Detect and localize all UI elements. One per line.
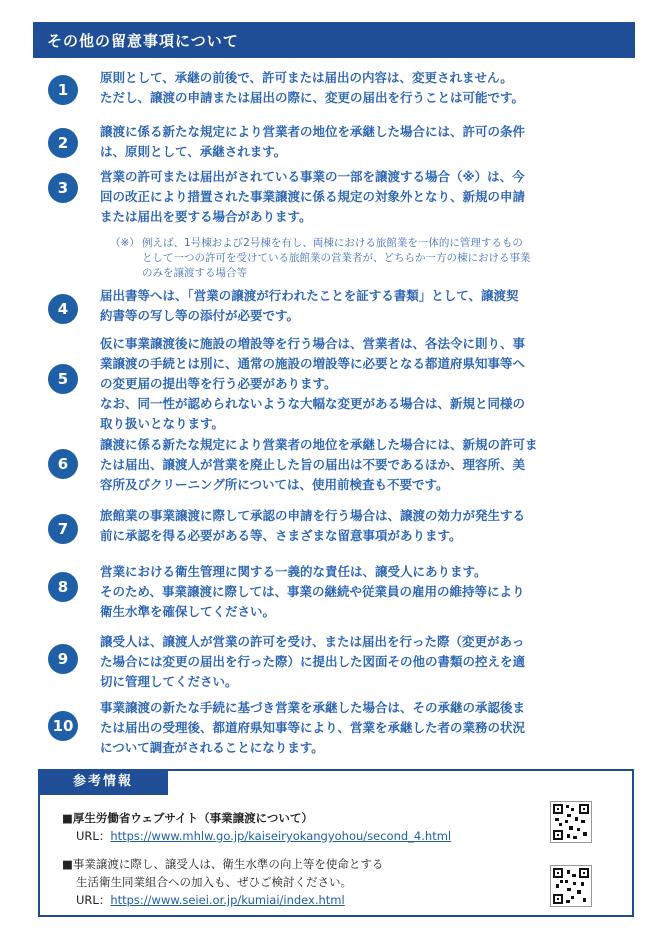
item-text-line: について調査がされることになります。 (100, 740, 324, 755)
seiei-link[interactable]: https://www.seiei.or.jp/kumiai/index.html (110, 893, 345, 907)
item-text-line: たは届出、譲渡人が営業を廃止した旨の届出は不要であるほか、理容所、美 (100, 457, 526, 472)
item-text-line: 譲渡に係る新たな規定により営業者の地位を承継した場合には、新規の許可ま (100, 437, 538, 452)
footnote-line: 例えば、1号棟および2号棟を有し、両棟における旅館業を一体的に管理するもの (142, 237, 523, 249)
reference-url-row (76, 891, 345, 909)
item-number-badge: 9 (48, 644, 78, 674)
item-text-line: たは届出の受理後、都道府県知事等により、営業を承継した者の業務の状況 (100, 720, 526, 735)
section-header (33, 22, 635, 58)
footnote-line: のみを譲渡する場合等 (142, 267, 247, 279)
item-text-line: または届出を要する場合があります。 (100, 209, 312, 224)
item-text-line: 容所及びクリーニング所については、使用前検査も不要です。 (100, 477, 449, 492)
reference-entry-text: 生活衛生同業組合への加入も、ぜひご検討ください。 (76, 875, 352, 889)
qr-code-icon (550, 801, 592, 843)
item-number-badge: 4 (48, 294, 78, 324)
item-text-line: の変更届の提出等を行う必要があります。 (100, 376, 337, 391)
item-number-badge: 1 (48, 75, 78, 105)
item-text-line: 営業の許可または届出がされている事業の一部を譲渡する場合（※）は、今 (100, 169, 525, 184)
item-text-line: 約書等の写し等の添付が必要です。 (100, 308, 300, 323)
item-number-badge: 5 (48, 364, 78, 394)
item-number-badge: 8 (48, 572, 78, 602)
item-number-badge: 3 (48, 173, 78, 203)
item-text-line: は、原則として、承継されます。 (100, 144, 287, 159)
item-text-line: 営業における衛生管理に関する一義的な責任は、譲受人にあります。 (100, 564, 487, 579)
mhlw-link[interactable]: https://www.mhlw.go.jp/kaiseiryokangyohou/second_4.html (110, 829, 452, 843)
item-text-line: 取り扱いとなります。 (100, 416, 225, 431)
reference-entry-title: ■厚生労働省ウェブサイト（事業譲渡について） (62, 811, 313, 825)
item-text-line: た場合には変更の届出を行った際）に提出した図面その他の書類の控えを適 (100, 654, 526, 669)
item-text-line: そのため、事業譲渡に際しては、事業の継続や従業員の雇用の維持等により (100, 584, 525, 599)
item-number-badge: 10 (48, 711, 78, 741)
item-text-line: 旅館業の事業譲渡に際して承認の申請を行う場合は、譲渡の効力が発生する (100, 508, 526, 523)
item-number-badge: 2 (48, 128, 78, 158)
item-text-line: 譲受人は、譲渡人が営業の許可を受け、または届出を行った際（変更があっ (100, 634, 525, 649)
url-label: URL： (76, 829, 111, 843)
item-text-line: 仮に事業譲渡後に施設の増設等を行う場合は、営業者は、各法令に則り、事 (100, 336, 526, 351)
item-text-line: 事業譲渡の新たな手続に基づき営業を承継した場合は、その承継の承認後ま (100, 700, 526, 715)
reference-entry-text: ■事業譲渡に際し、譲受人は、衛生水準の向上等を使命とする (62, 857, 384, 871)
item-text-line: 衛生水準を確保してください。 (100, 604, 276, 619)
footnote-line: として一つの許可を受けている旅館業の営業者が、どちらか一方の棟における事業 (142, 252, 531, 264)
reference-box (38, 769, 634, 917)
qr-code-icon (550, 865, 592, 907)
item-text-line: 切に管理してください。 (100, 674, 238, 689)
page-title: その他の留意事項について (47, 32, 239, 50)
item-number-badge: 7 (48, 514, 78, 544)
item-text-line: 回の改正により措置された事業譲渡に係る規定の対象外となり、新規の申請 (100, 189, 526, 204)
reference-url-row (76, 827, 451, 845)
item-text-line: なお、同一性が認められないような大幅な変更がある場合は、新規と同様の (100, 396, 526, 411)
item-text-line: 届出書等へは、「営業の譲渡が行われたことを証する書類」として、譲渡契 (100, 288, 519, 303)
item-text-line: 原則として、承継の前後で、許可または届出の内容は、変更されません。 (100, 70, 513, 85)
item-text-line: ただし、譲渡の申請または届出の際に、変更の届出を行うことは可能です。 (100, 90, 525, 105)
item-text-line: 譲渡に係る新たな規定により営業者の地位を承継した場合には、許可の条件 (100, 124, 526, 139)
item-text-line: 前に承認を得る必要がある等、さまざまな留意事項があります。 (100, 528, 462, 543)
footnote-marker: （※） (110, 237, 140, 249)
item-text-line: 業譲渡の手続とは別に、通常の施設の増設等に必要となる都道府県知事等へ (100, 356, 526, 371)
item-number-badge: 6 (48, 449, 78, 479)
reference-tab: 参考情報 (38, 769, 168, 795)
url-label: URL： (76, 893, 111, 907)
